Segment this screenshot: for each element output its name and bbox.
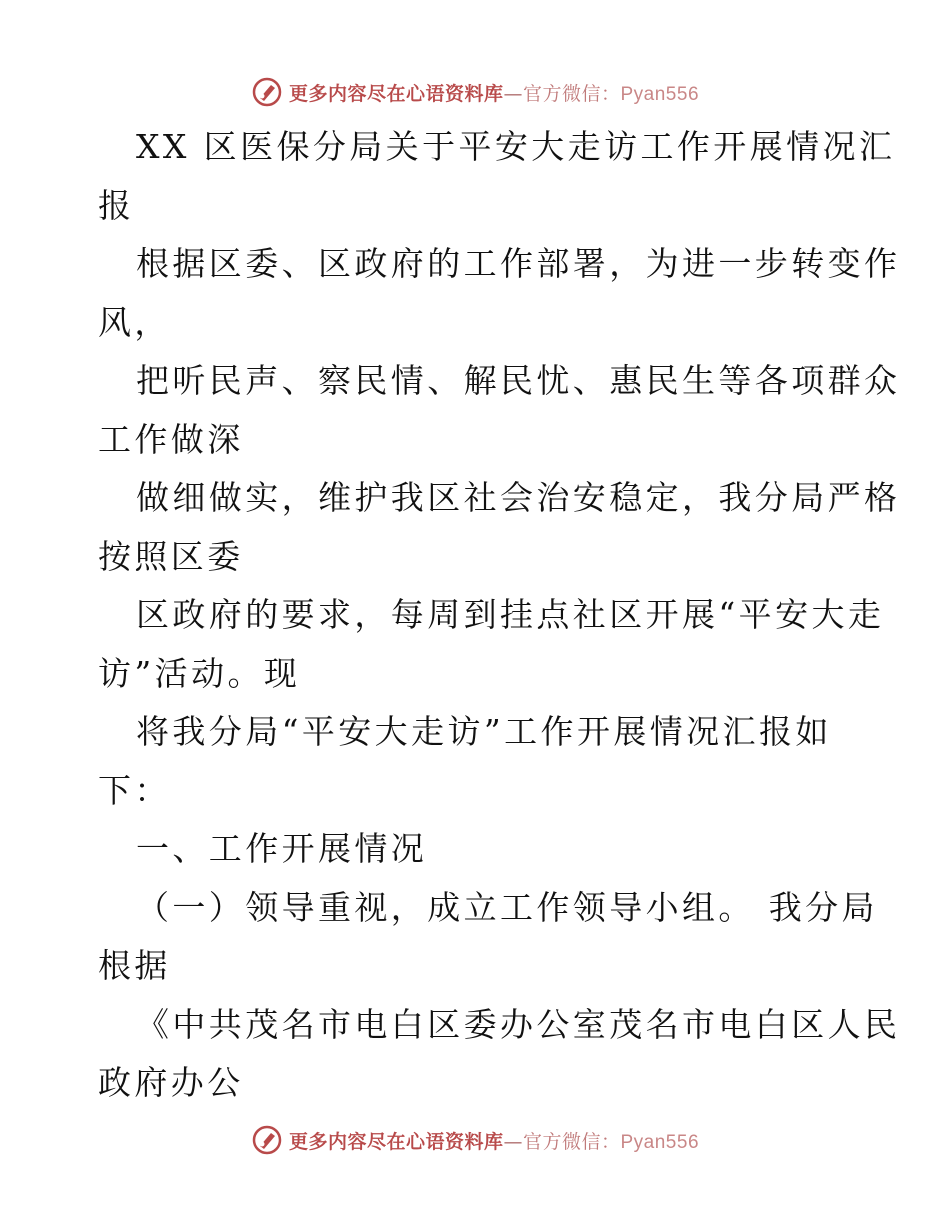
paragraph-line: 下： [98, 770, 171, 810]
paragraph-line: 访”活动。现 [98, 653, 301, 693]
paragraph-line: 《中共茂名市电白区委办公室茂名市电白区人民 [136, 1004, 901, 1044]
watermark-wechat-id: Pyan556 [620, 83, 700, 105]
paragraph-line: （一）领导重视，成立工作领导小组。 我分局 [136, 887, 878, 927]
watermark-text [289, 79, 699, 106]
watermark-dash: — [503, 82, 523, 105]
watermark-wechat-label: 官方微信： [522, 1130, 621, 1153]
paragraph-line: 按照区委 [98, 536, 244, 576]
watermark-main: 更多内容尽在心语资料库 [288, 82, 504, 105]
brand-logo-icon [251, 76, 283, 108]
paragraph-line: 做细做实，维护我区社会治安稳定，我分局严格 [136, 478, 901, 517]
paragraph-line: 根据 [98, 946, 171, 985]
paragraph-line: 将我分局“平安大走访”工作开展情况汇报如 [136, 712, 832, 751]
paragraph-line: 政府办公 [98, 1063, 244, 1102]
brand-logo-icon [251, 1124, 283, 1156]
header-watermark [0, 72, 950, 112]
paragraph-line: 风， [98, 302, 171, 342]
paragraph-line: 把听民声、察民情、解民忧、惠民生等各项群众 [136, 361, 901, 400]
document-body [98, 118, 901, 1113]
paragraph-line: 报 [98, 185, 135, 225]
paragraph-line: 一、工作开展情况 [136, 829, 428, 868]
document-title-line: XX 区医保分局关于平安大走访工作开展情况汇 [136, 127, 896, 166]
paragraph-line: 根据区委、区政府的工作部署，为进一步转变作 [136, 244, 901, 283]
watermark-wechat-id: Pyan556 [620, 1131, 700, 1153]
watermark-wechat-label: 官方微信： [522, 82, 621, 105]
watermark-text [289, 1127, 699, 1154]
paragraph-line: 工作做深 [98, 419, 244, 459]
paragraph-line: 区政府的要求，每周到挂点社区开展“平安大走 [136, 595, 885, 634]
watermark-dash: — [503, 1130, 523, 1153]
footer-watermark [0, 1120, 950, 1160]
watermark-main: 更多内容尽在心语资料库 [288, 1130, 504, 1153]
